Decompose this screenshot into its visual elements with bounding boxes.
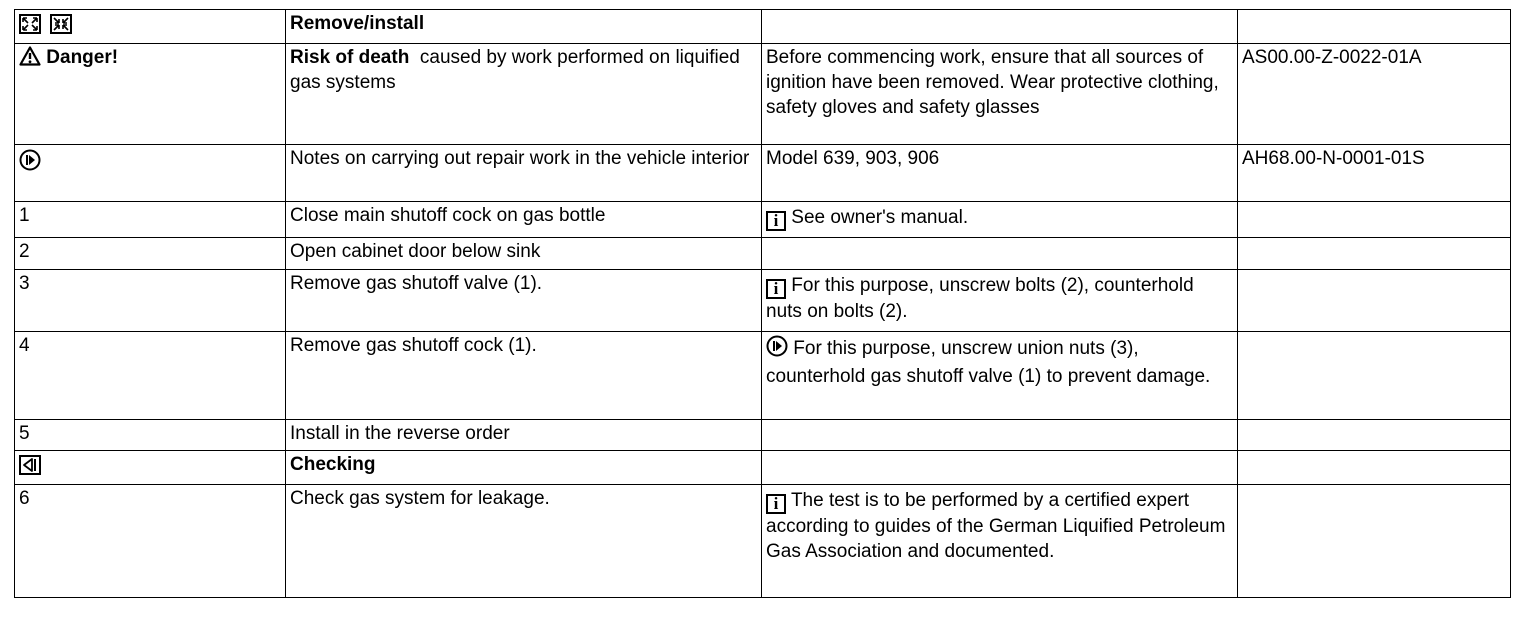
step-row [15,238,1511,270]
warning-triangle-icon [19,46,41,73]
info-icon: i [766,494,786,514]
step-description: Remove gas shutoff cock (1). [286,332,762,420]
empty-cell [762,451,1238,485]
step-note: See owner's manual. [791,207,969,228]
step-row [15,332,1511,420]
step-note-cell [762,332,1238,420]
step-description: Close main shutoff cock on gas bottle [286,202,762,238]
step-number: 1 [15,202,286,238]
section-title-checking: Checking [286,451,762,485]
empty-cell [1238,10,1511,44]
danger-instructions: Before commencing work, ensure that all sources of ignition have been removed. Wear protective clothing, safety gloves and safety glasses [762,44,1238,145]
empty-cell [762,420,1238,451]
danger-row [15,44,1511,145]
section-title-remove-install: Remove/install [286,10,762,44]
step-description: Remove gas shutoff valve (1). [286,270,762,332]
procedure-table [14,9,1511,598]
checking-icon [19,455,41,482]
compress-icon [50,14,72,41]
expand-icon [19,14,41,41]
empty-cell [1238,420,1511,451]
step-description: Open cabinet door below sink [286,238,762,270]
step-note: For this purpose, unscrew bolts (2), counterhold nuts on bolts (2). [766,275,1194,322]
document-reference-link[interactable]: AS00.00-Z-0022-01A [1238,44,1511,145]
step-number: 4 [15,332,286,420]
notes-reference-link[interactable]: AH68.00-N-0001-01S [1238,145,1511,202]
step-note-cell [762,270,1238,332]
empty-cell [1238,202,1511,238]
step-icons-cell [15,10,286,44]
step-description: Check gas system for leakage. [286,485,762,598]
checking-icon-cell [15,451,286,485]
risk-title: Risk of death [290,47,410,68]
empty-cell [1238,332,1511,420]
empty-cell [1238,485,1511,598]
step-note-cell [762,485,1238,598]
risk-description-cell [286,44,762,145]
section-header-row [15,451,1511,485]
notes-icon-cell [15,145,286,202]
notes-reference-icon [766,335,788,364]
info-icon: i [766,211,786,231]
empty-cell [1238,270,1511,332]
step-row [15,485,1511,598]
notes-reference-icon [19,149,41,178]
empty-cell [762,238,1238,270]
risk-detail: caused by work performed on liquified gas systems [290,47,740,93]
step-description: Install in the reverse order [286,420,762,451]
step-note-cell [762,202,1238,238]
step-note: The test is to be performed by a certified expert according to guides of the German Liquified Petroleum Gas Association and documented. [766,490,1226,562]
empty-cell [762,10,1238,44]
info-icon: i [766,279,786,299]
notes-row [15,145,1511,202]
step-row [15,270,1511,332]
notes-model: Model 639, 903, 906 [762,145,1238,202]
notes-description: Notes on carrying out repair work in the vehicle interior [286,145,762,202]
danger-label: Danger! [46,47,119,68]
step-number: 5 [15,420,286,451]
empty-cell [1238,238,1511,270]
step-number: 2 [15,238,286,270]
empty-cell [1238,451,1511,485]
step-number: 3 [15,270,286,332]
step-row [15,420,1511,451]
step-row [15,202,1511,238]
step-note: For this purpose, unscrew union nuts (3), counterhold gas shutoff valve (1) to prevent damage. [766,338,1211,387]
step-number: 6 [15,485,286,598]
danger-label-cell [15,44,286,145]
section-header-row [15,10,1511,44]
